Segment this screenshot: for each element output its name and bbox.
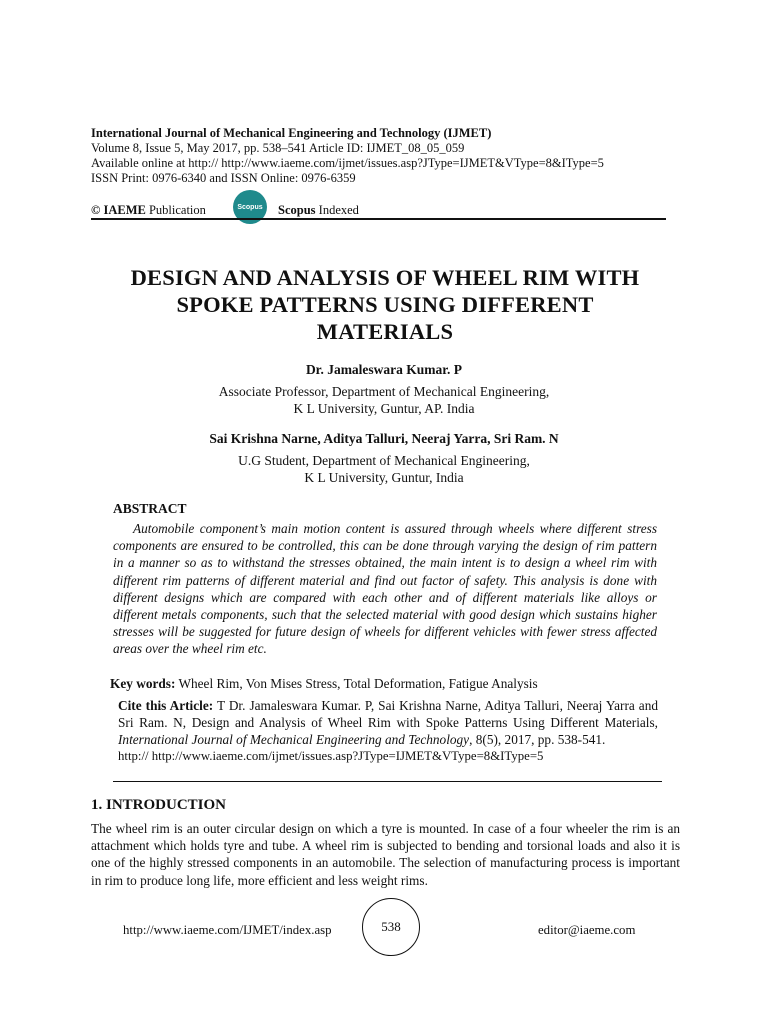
cite-label: Cite this Article: [118, 698, 214, 713]
author-name: Dr. Jamaleswara Kumar. P [305, 362, 463, 377]
scopus-logo-icon: Scopus [233, 190, 267, 224]
citation-block: Cite this Article: T Dr. Jamaleswara Kumar. P, Sai Krishna Narne, Aditya Talluri, Neeraj Yarra and Sri Ram. N, Design and Analysis of Wheel Rim with Spoke Patterns Using Different Materials, International Journal of Mechanical Engineering and Technology, 8(5), 2017, pp. 538-541. http:// http://www.iaeme.com/ijmet/issues.asp?JType=IJMET&VType=8&IType=5 [118, 698, 659, 763]
footer-email-link[interactable]: editor@iaeme.com [538, 923, 636, 937]
author-block-2 [84, 430, 684, 486]
journal-header [91, 126, 681, 186]
iaeme-publication: © IAEME Publication [91, 203, 206, 217]
keywords: Key words: Wheel Rim, Von Mises Stress, Total Deformation, Fatigue Analysis [110, 676, 538, 691]
footer-url-link[interactable]: http://www.iaeme.com/IJMET/index.asp [123, 923, 332, 937]
page-footer [0, 896, 768, 956]
author-affiliation: K L University, Guntur, India [304, 470, 464, 485]
journal-name: International Journal of Mechanical Engineering and Technology (IJMET) [91, 126, 492, 140]
abstract-text: Automobile component’s main motion content is assured through wheels where different stress components are ensured to be controlled, this can be done through varying the design of rim pattern in a manner so as to withstand the stresses obtained, the main intent is to design a wheel rim with different rim patterns of different material and find out factor of safety. This analysis is done with different designs which are compared with each other and of different materials like alloys or different metals components, such that the selected material with good design which sustains higher stresses will be suggested for future design of wheels for different vehicles with fewer stress affected areas over the wheel rim etc. [113, 521, 657, 657]
author-name: Sai Krishna Narne, Aditya Talluri, Neeraj Yarra, Sri Ram. N [209, 431, 559, 446]
introduction-text: The wheel rim is an outer circular design on which a tyre is mounted. In case of a four wheeler the rim is an attachment which holds tyre and tube. A wheel rim is subjected to bending and torsional loads and also it is one of the highly stressed components in an automobile. The selection of manufacturing process is important in rim to produce long life, more efficient and less weight rims. [91, 821, 680, 888]
author-affiliation: Associate Professor, Department of Mechanical Engineering, [218, 384, 550, 399]
author-affiliation: K L University, Guntur, AP. India [293, 401, 475, 416]
scopus-indexed: Scopus Indexed [278, 203, 359, 217]
paper-title: DESIGN AND ANALYSIS OF WHEEL RIM WITH SPOKE PATTERNS USING DIFFERENT MATERIALS [130, 265, 640, 344]
citation-divider [113, 781, 662, 782]
available-online-link[interactable]: Available online at http:// http://www.iaeme.com/ijmet/issues.asp?JType=IJMET&VType=8&IType=5 [91, 156, 604, 170]
page-number: 538 [362, 898, 420, 956]
author-block-1 [84, 361, 684, 417]
abstract-heading: ABSTRACT [113, 501, 187, 516]
author-affiliation: U.G Student, Department of Mechanical Engineering, [238, 453, 530, 468]
volume-info: Volume 8, Issue 5, May 2017, pp. 538–541 Article ID: IJMET_08_05_059 [91, 141, 465, 155]
citation-url-link[interactable]: http:// http://www.iaeme.com/ijmet/issues.asp?JType=IJMET&VType=8&IType=5 [118, 749, 544, 763]
header-divider [91, 218, 666, 220]
issn-info: ISSN Print: 0976-6340 and ISSN Online: 0976-6359 [91, 171, 356, 185]
section-heading-introduction: 1. INTRODUCTION [91, 797, 227, 813]
